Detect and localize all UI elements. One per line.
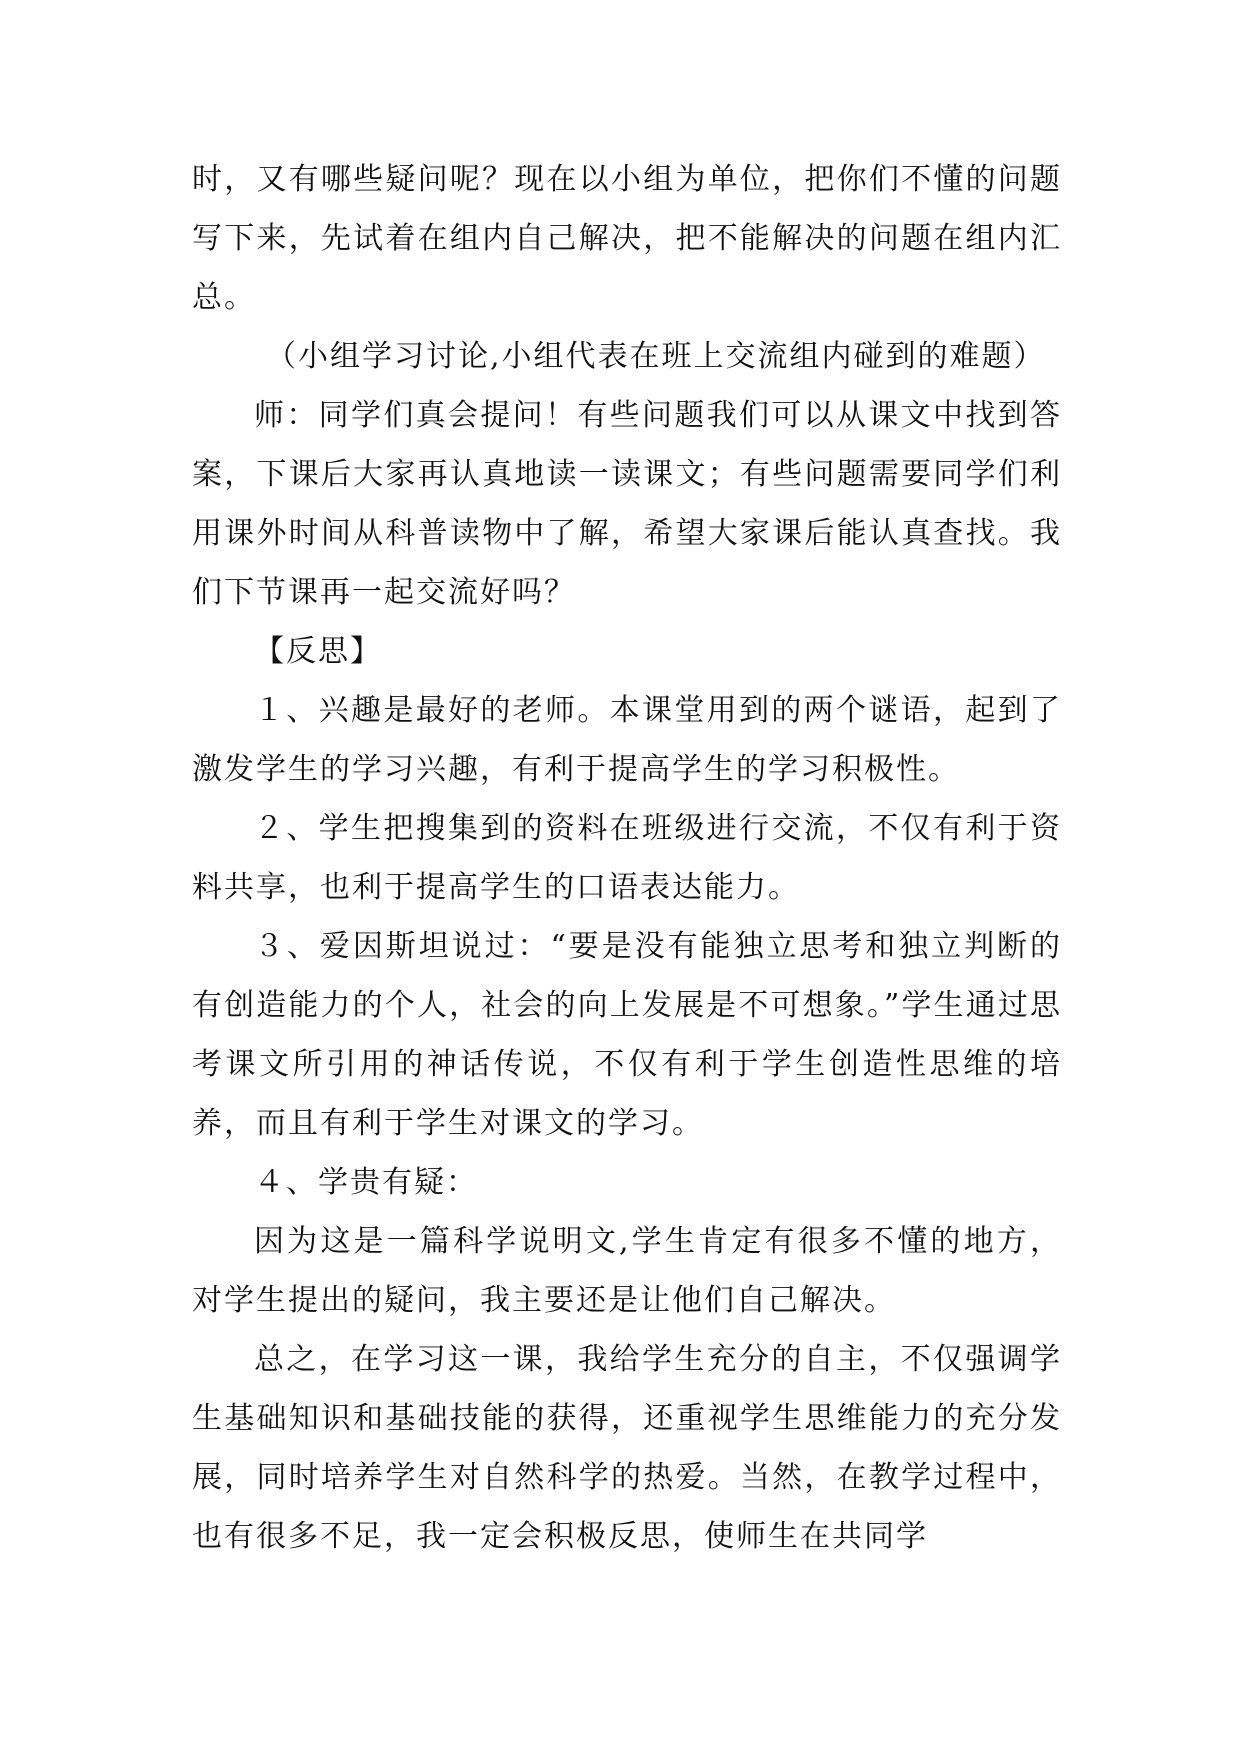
paragraph-summary: 总之，在学习这一课，我给学生充分的自主，不仅强调学生基础知识和基础技能的获得，还重视学生思维能力的充分发展，同时培养学生对自然科学的热爱。当然，在教学过程中，也有很多不足，我一定会积极反思，使师生在共同学 bbox=[192, 1342, 1062, 1554]
paragraph-group-discussion: （小组学习讨论,小组代表在班上交流组内碰到的难题） bbox=[266, 339, 1046, 374]
document-body bbox=[192, 150, 1062, 1566]
reflection-item-1: １、兴趣是最好的老师。本课堂用到的两个谜语，起到了激发学生的学习兴趣，有利于提高学生的学习积极性。 bbox=[192, 693, 1062, 787]
reflection-item-3: ３、爱因斯坦说过：“要是没有能独立思考和独立判断的有创造能力的个人，社会的向上发展是不可想象。”学生通过思考课文所引用的神话传说，不仅有利于学生创造性思维的培养，而且有利于学生对课文的学习。 bbox=[192, 929, 1062, 1141]
paragraph-teacher-remark: 师：同学们真会提问！有些问题我们可以从课文中找到答案，下课后大家再认真地读一读课文；有些问题需要同学们利用课外时间从科普读物中了解，希望大家课后能认真查找。我们下节课再一起交流好吗？ bbox=[192, 398, 1062, 610]
section-heading-reflection: 【反思】 bbox=[254, 634, 382, 669]
paragraph-explanation: 因为这是一篇科学说明文,学生肯定有很多不懂的地方，对学生提出的疑问，我主要还是让他们自己解决。 bbox=[192, 1224, 1062, 1318]
paragraph-continuation: 时，又有哪些疑问呢？现在以小组为单位，把你们不懂的问题写下来，先试着在组内自己解决，把不能解决的问题在组内汇总。 bbox=[192, 162, 1062, 315]
reflection-item-4: ４、学贵有疑： bbox=[254, 1165, 478, 1200]
reflection-item-2: ２、学生把搜集到的资料在班级进行交流，不仅有利于资料共享，也利于提高学生的口语表达能力。 bbox=[192, 811, 1062, 905]
